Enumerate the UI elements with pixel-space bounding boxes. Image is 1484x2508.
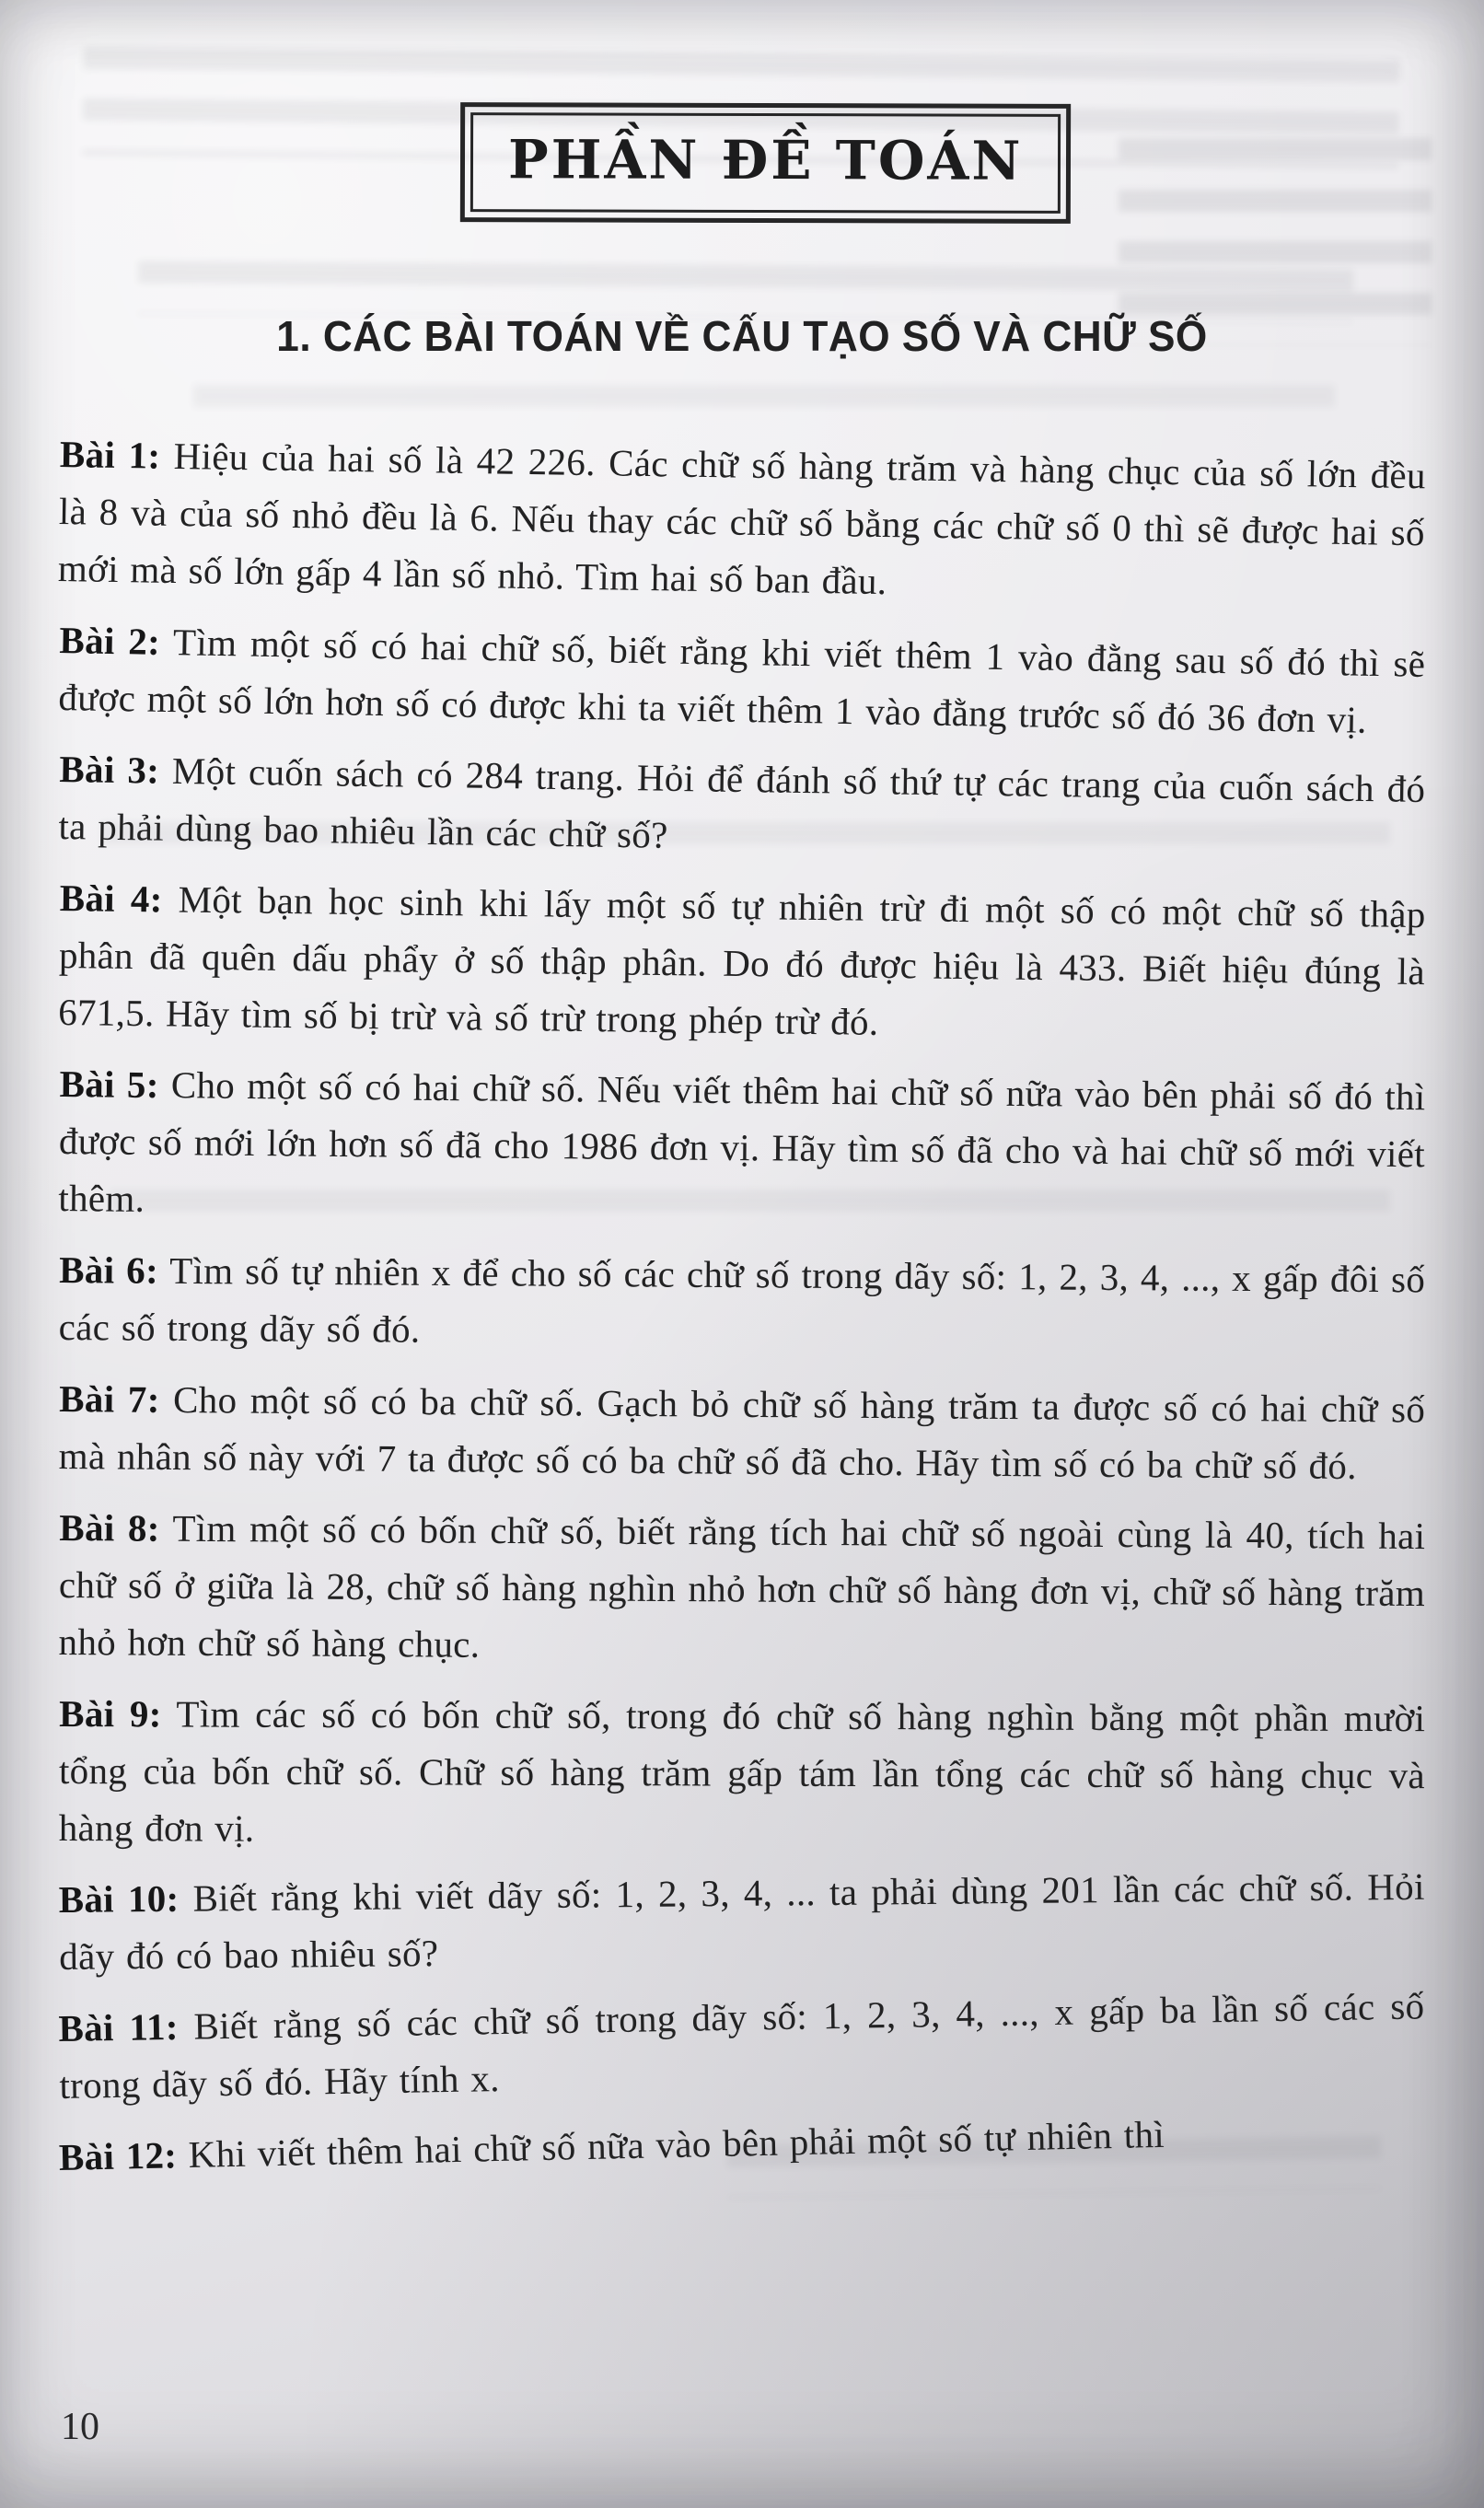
problem-label: Bài 1: xyxy=(59,433,161,477)
problem-label: Bài 8: xyxy=(59,1506,160,1550)
problem-text: Khi viết thêm hai chữ số nữa vào bên phải một số tự nhiên thì xyxy=(176,2112,1165,2177)
problem-item xyxy=(58,1055,1426,1239)
problem-item xyxy=(58,1977,1426,2114)
problem-label: Bài 6: xyxy=(59,1248,159,1292)
problem-item xyxy=(58,2100,1425,2186)
bleed-through-texture xyxy=(193,385,1335,431)
problem-label: Bài 4: xyxy=(59,877,163,921)
problem-item xyxy=(58,425,1427,618)
problem-text: Tìm các số có bốn chữ số, trong đó chữ số hàng nghìn bằng một phần mười tổng của bốn chữ số. Chữ số hàng trăm gấp tám lần tổng các chữ số hàng chục và hàng đơn vị. xyxy=(58,1692,1426,1850)
problem-text: Một bạn học sinh khi lấy một số tự nhiên trừ đi một số có một chữ số thập phân đã quên dấu phẩy ở số thập phân. Do đó được hiệu là 433. Biết hiệu đúng là 671,5. Hãy tìm số bị trừ và số trừ trong phép trừ đó. xyxy=(57,877,1426,1043)
problem-item xyxy=(59,1370,1426,1495)
problem-label: Bài 2: xyxy=(59,619,161,663)
problem-item xyxy=(59,1241,1426,1364)
problem-text: Cho một số có ba chữ số. Gạch bỏ chữ số hàng trăm ta được số có hai chữ số mà nhân số này với 7 ta được số có ba chữ số đã cho. Hãy tìm số có ba chữ số đó. xyxy=(58,1377,1426,1488)
part-title: PHẦN ĐỀ TOÁN xyxy=(507,128,1024,192)
problem-label: Bài 12: xyxy=(58,2133,178,2178)
problem-text: Biết rằng khi viết dãy số: 1, 2, 3, 4, ... ta phải dùng 201 lần các chữ số. Hỏi dãy đó có bao nhiêu số? xyxy=(59,1864,1425,1978)
problem-text: Cho một số có hai chữ số. Nếu viết thêm hai chữ số nữa vào bên phải số đó thì được số mới lớn hơn số đã cho 1986 đơn vị. Hãy tìm số đã cho và hai chữ số mới viết thêm. xyxy=(58,1063,1426,1220)
problem-list xyxy=(59,425,1425,2200)
problem-item xyxy=(58,740,1426,875)
part-title-box xyxy=(460,102,1072,224)
problem-item xyxy=(58,611,1426,749)
problem-text: Tìm số tự nhiên x để cho số các chữ số trong dãy số: 1, 2, 3, 4, ..., x gấp đôi số các số trong dãy số đó. xyxy=(58,1248,1426,1351)
problem-label: Bài 9: xyxy=(59,1692,162,1736)
problem-text: Một cuốn sách có 284 trang. Hỏi để đánh số thứ tự các trang của cuốn sách đó ta phải dùng bao nhiêu lần các chữ số? xyxy=(58,749,1426,856)
problem-item xyxy=(58,1499,1425,1678)
problem-text: Tìm một số có bốn chữ số, biết rằng tích hai chữ số ngoài cùng là 40, tích hai chữ số ở giữa là 28, chữ số hàng nghìn nhỏ hơn chữ số hàng đơn vị, chữ số hàng trăm nhỏ hơn chữ số hàng chục. xyxy=(58,1506,1426,1666)
problem-label: Bài 5: xyxy=(59,1062,159,1107)
problem-label: Bài 11: xyxy=(58,2004,180,2050)
part-title-box-inner xyxy=(470,112,1061,214)
section-heading: 1. CÁC BÀI TOÁN VỀ CẤU TẠO SỐ VÀ CHỮ SỐ xyxy=(276,312,1208,360)
problem-item xyxy=(58,1858,1425,1985)
page-number: 10 xyxy=(61,2406,99,2448)
problem-label: Bài 7: xyxy=(59,1377,160,1421)
problem-text: Biết rằng số các chữ số trong dãy số: 1, 2, 3, 4, ..., x gấp ba lần số các số trong dãy số đó. Hãy tính x. xyxy=(59,1984,1425,2107)
problem-text: Tìm một số có hai chữ số, biết rằng khi viết thêm 1 vào đằng sau số đó thì sẽ được một số lớn hơn số có được khi ta viết thêm 1 vào đằng trước số đó 36 đơn vị. xyxy=(58,620,1426,741)
problem-text: Hiệu của hai số là 42 226. Các chữ số hàng trăm và hàng chục của số lớn đều là 8 và của số nhỏ đều là 6. Nếu thay các chữ số bằng các chữ số 0 thì sẽ được hai số mới mà số lớn gấp 4 lần số nhỏ. Tìm hai số ban đầu. xyxy=(57,434,1427,603)
problem-item xyxy=(59,1685,1426,1861)
problem-item xyxy=(58,869,1426,1057)
problem-label: Bài 3: xyxy=(59,748,160,792)
problem-label: Bài 10: xyxy=(58,1876,180,1922)
